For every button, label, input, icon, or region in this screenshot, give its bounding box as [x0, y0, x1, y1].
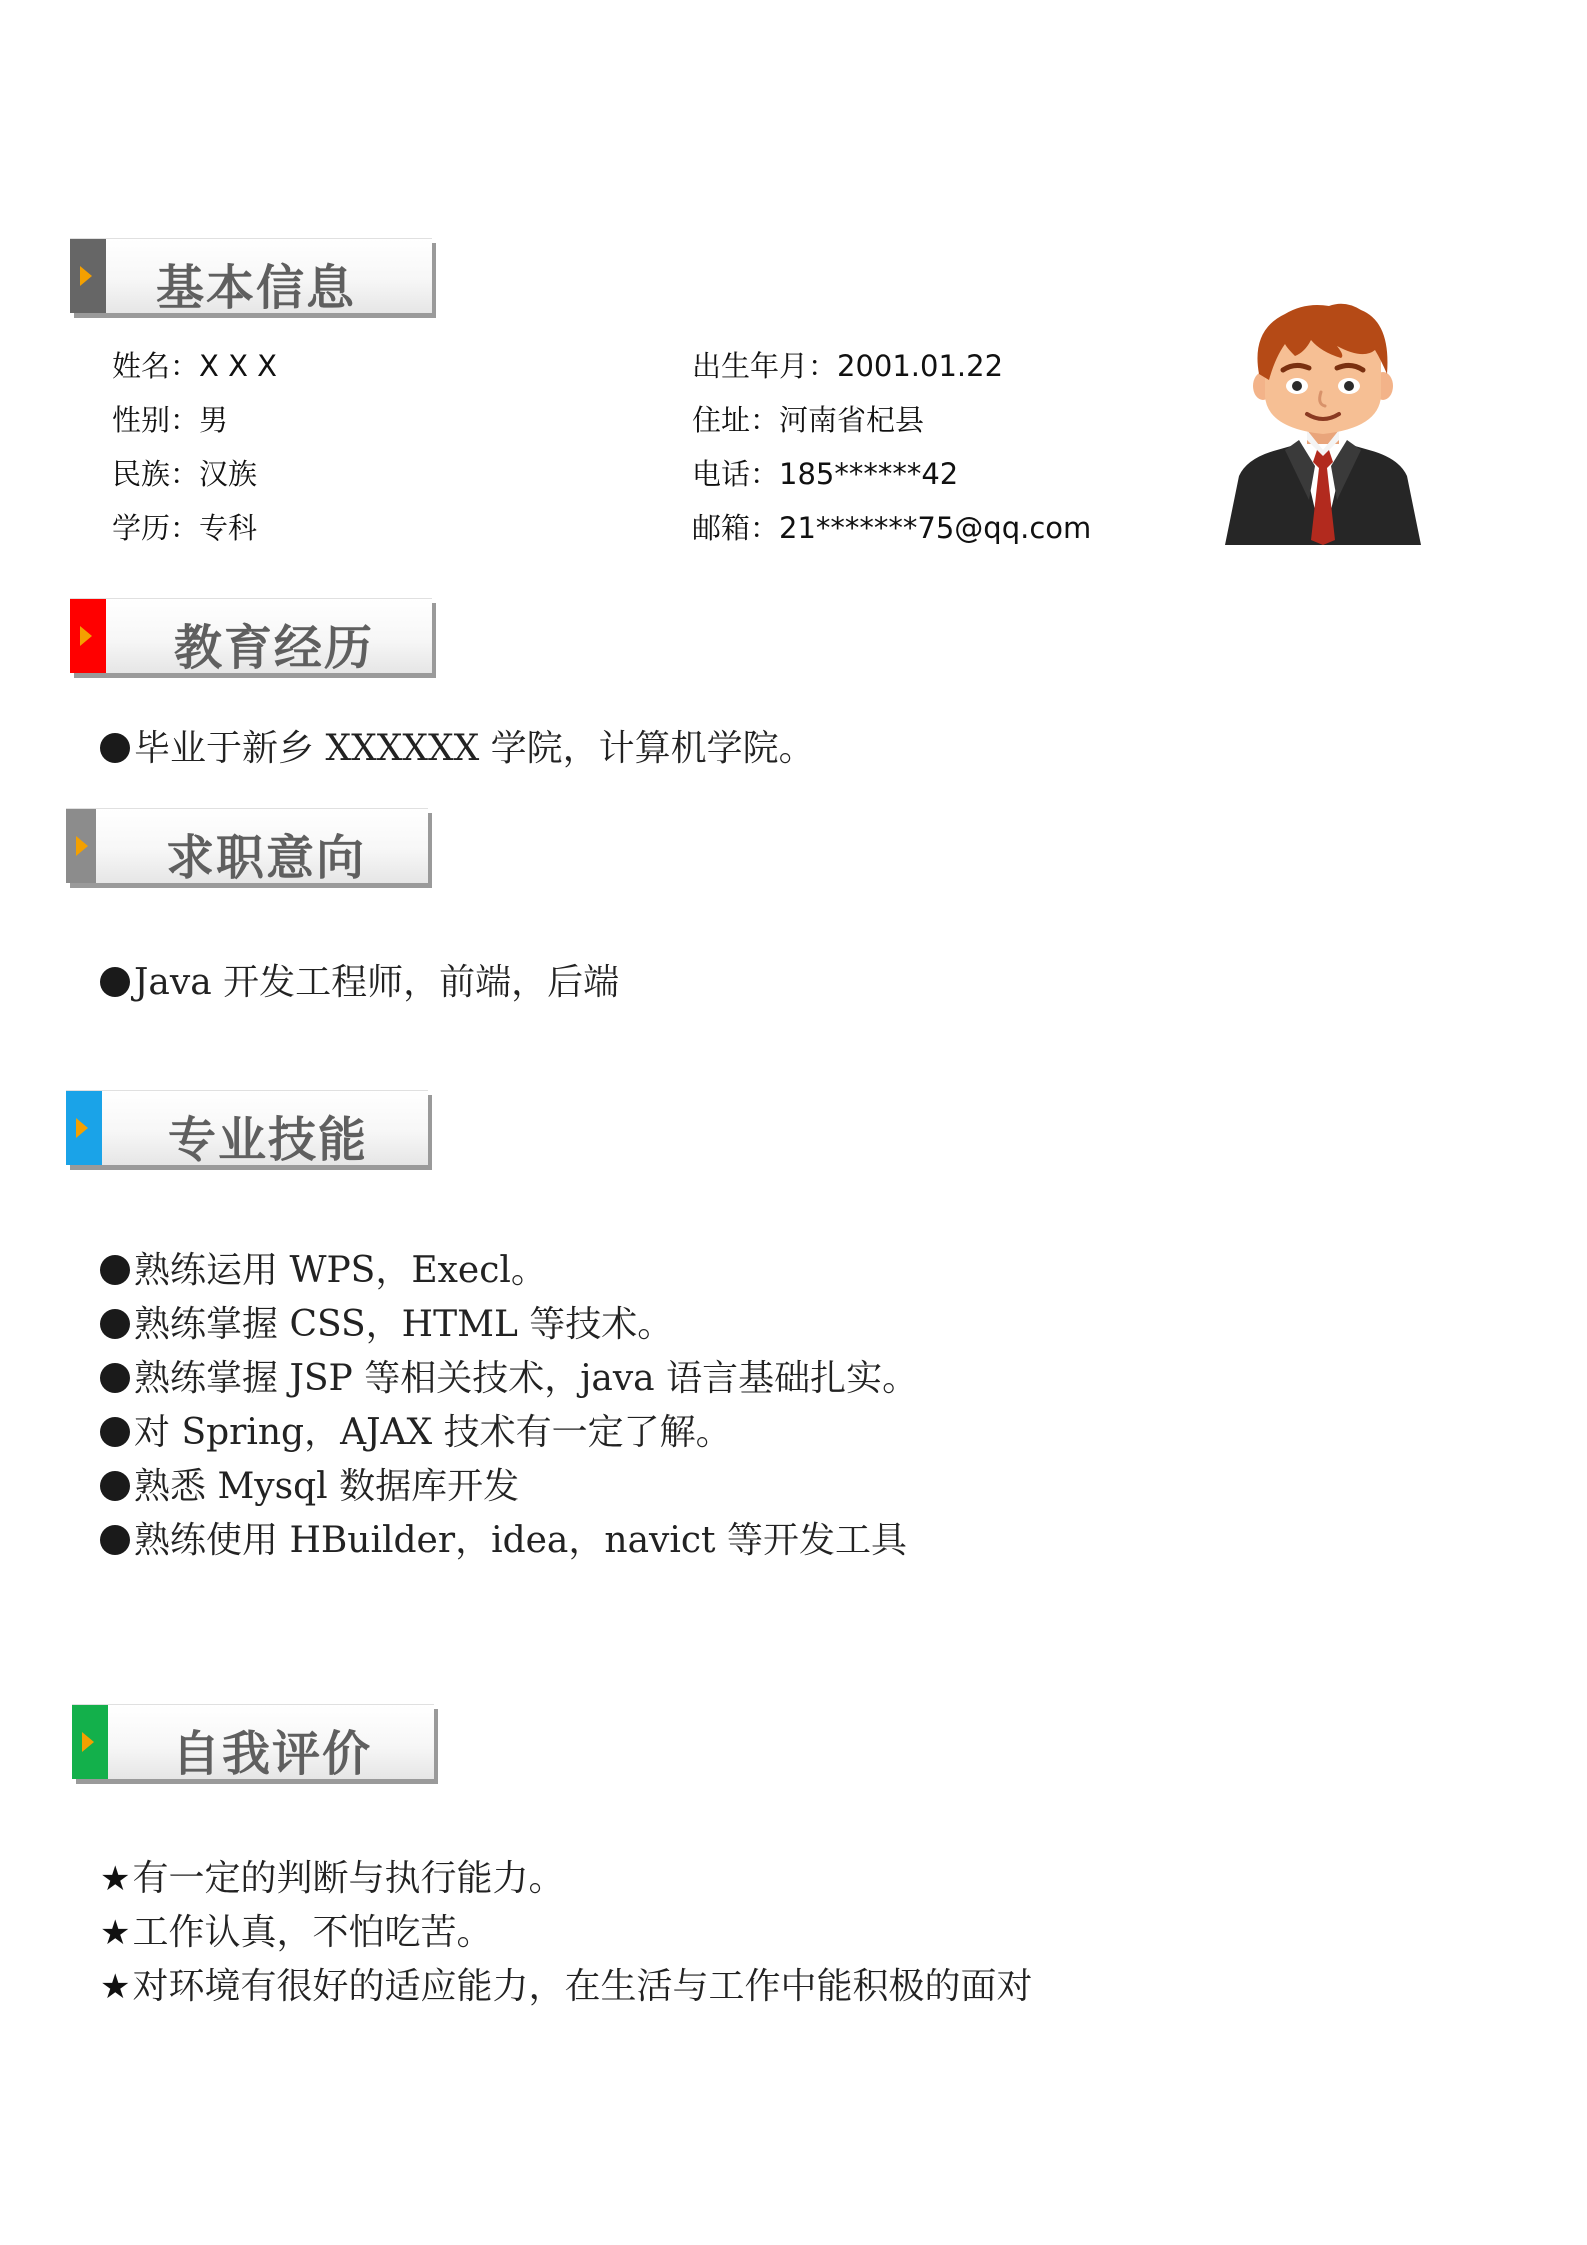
section-marker [66, 1091, 102, 1165]
section-header-education [70, 598, 432, 676]
chevron-right-icon [76, 836, 88, 856]
bullet-dot [100, 967, 130, 997]
skill-item: 熟悉 Mysql 数据库开发 [100, 1458, 519, 1509]
section-marker [66, 809, 96, 883]
section-marker [70, 599, 106, 673]
skill-item: 熟练使用 HBuilder，idea，navict 等开发工具 [100, 1512, 907, 1563]
chevron-right-icon [82, 1732, 94, 1752]
bullet-dot [100, 1417, 130, 1447]
skill-item: 熟练运用 WPS，Execl。 [100, 1242, 547, 1293]
section-marker [72, 1705, 108, 1779]
job-intent-item: Java 开发工程师，前端，后端 [100, 954, 619, 1005]
info-email: 邮箱：21*******75@qq.com [692, 511, 1092, 545]
bullet-dot [100, 1255, 130, 1285]
info-phone: 电话：185******42 [692, 457, 959, 491]
chevron-right-icon [76, 1118, 88, 1138]
info-ethnicity: 民族：汉族 [112, 457, 258, 491]
section-header-self-evaluation [72, 1704, 434, 1782]
section-header-job-intent [66, 808, 428, 886]
info-address: 住址：河南省杞县 [692, 403, 925, 437]
star-icon: ★ [100, 1913, 131, 1953]
star-icon: ★ [100, 1967, 131, 2007]
info-gender: 性别：男 [112, 403, 229, 437]
self-eval-item: ★有一定的判断与执行能力。 [100, 1858, 565, 1899]
chevron-right-icon [80, 626, 92, 646]
bullet-dot [100, 733, 130, 763]
chevron-right-icon [80, 266, 92, 286]
bullet-dot [100, 1471, 130, 1501]
self-eval-item: ★工作认真，不怕吃苦。 [100, 1912, 493, 1953]
section-header-basic-info [70, 238, 432, 316]
section-marker [70, 239, 106, 313]
info-name: 姓名：X X X [112, 349, 278, 383]
skill-item: 对 Spring，AJAX 技术有一定了解。 [100, 1404, 732, 1455]
skill-item: 熟练掌握 JSP 等相关技术，java 语言基础扎实。 [100, 1350, 918, 1401]
section-title: 专业技能 [168, 1112, 369, 1168]
star-icon: ★ [100, 1859, 131, 1899]
section-title: 自我评价 [172, 1726, 373, 1782]
skill-item: 熟练掌握 CSS，HTML 等技术。 [100, 1296, 673, 1347]
bullet-dot [100, 1363, 130, 1393]
section-title: 基本信息 [156, 260, 357, 316]
education-item: 毕业于新乡 XXXXXX 学院，计算机学院。 [100, 720, 815, 771]
bullet-dot [100, 1309, 130, 1339]
section-title: 求职意向 [166, 830, 367, 886]
self-eval-item: ★对环境有很好的适应能力，在生活与工作中能积极的面对 [100, 1966, 1033, 2007]
info-education: 学历：专科 [112, 511, 258, 545]
section-header-skills [66, 1090, 428, 1168]
section-title: 教育经历 [174, 620, 375, 676]
bullet-dot [100, 1525, 130, 1555]
info-birth: 出生年月：2001.01.22 [692, 349, 1004, 383]
businessman-avatar-icon [1225, 300, 1421, 545]
